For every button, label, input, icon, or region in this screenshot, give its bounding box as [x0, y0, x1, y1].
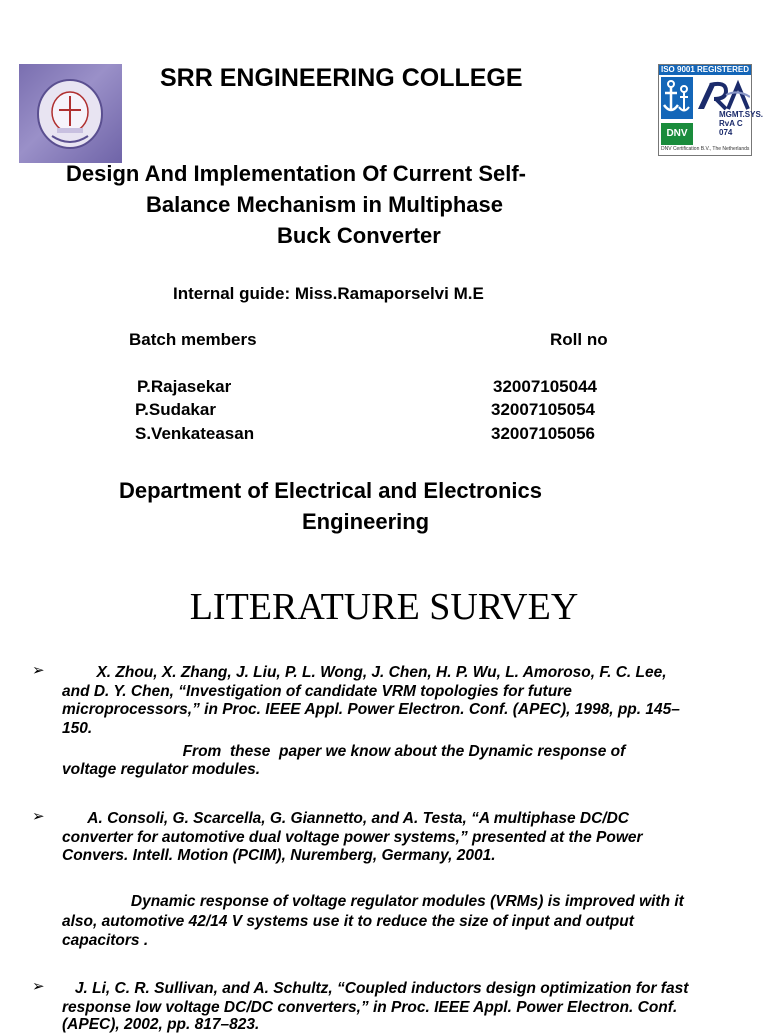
member-roll-no: 32007105056 — [491, 424, 596, 443]
reference-3-line-3: (APEC), 2002, pp. 817–823. — [62, 1016, 260, 1033]
iso-registered-label: ISO 9001 REGISTERED — [660, 65, 750, 74]
project-title-line-2: Balance Mechanism in Multiphase — [146, 192, 503, 217]
reference-1-line-1: X. Zhou, X. Zhang, J. Liu, P. L. Wong, J. Chen, H. P. Wu, L. Amoroso, F. C. Lee, — [62, 664, 667, 681]
roll-no-header: Roll no — [550, 330, 608, 349]
reference-2-line-3: Convers. Intell. Motion (PCIM), Nuremberg, Germany, 2001. — [62, 847, 496, 864]
member-name: S.Venkateasan — [135, 424, 255, 443]
reference-3-line-2: response low voltage DC/DC converters,” in Proc. IEEE Appl. Power Electron. Conf. — [62, 999, 678, 1016]
rva-mark-icon — [696, 79, 750, 111]
reference-1-line-4: 150. — [62, 720, 93, 737]
reference-2-note-line-3: capacitors . — [62, 932, 149, 949]
project-title-line-3: Buck Converter — [277, 223, 441, 248]
member-name: P.Sudakar — [135, 400, 216, 419]
reference-2-note-line-1: Dynamic response of voltage regulator modules (VRMs) is improved with it — [62, 893, 684, 910]
college-logo — [19, 64, 122, 163]
project-title-line-1: Design And Implementation Of Current Self- — [66, 161, 526, 186]
bullet-arrow-icon: ➢ — [32, 808, 45, 825]
dnv-badge: DNV — [661, 123, 693, 145]
reference-1-note-line-2: voltage regulator modules. — [62, 761, 261, 778]
literature-survey-heading: LITERATURE SURVEY — [189, 586, 579, 628]
reference-1-line-3: microprocessors,” in Proc. IEEE Appl. Power Electron. Conf. (APEC), 1998, pp. 145– — [62, 701, 680, 718]
bullet-arrow-icon: ➢ — [32, 662, 45, 679]
bullet-arrow-icon: ➢ — [32, 978, 45, 995]
member-roll-no: 32007105044 — [493, 377, 598, 396]
college-emblem-icon — [19, 64, 122, 163]
reference-1-note-line-1: From these paper we know about the Dynamic response of — [62, 743, 626, 760]
reference-3-line-1: J. Li, C. R. Sullivan, and A. Schultz, “Coupled inductors design optimization for fast — [62, 980, 689, 997]
college-name: SRR ENGINEERING COLLEGE — [160, 64, 523, 92]
certification-note: DNV Certification B.V., The Netherlands — [661, 146, 750, 152]
member-name: P.Rajasekar — [137, 377, 232, 396]
rva-code-label: RvA C 074 — [719, 119, 743, 137]
anchor-icon — [661, 77, 693, 119]
department-line-1: Department of Electrical and Electronics — [119, 478, 543, 503]
internal-guide: Internal guide: Miss.Ramaporselvi M.E — [173, 284, 484, 303]
reference-2-line-1: A. Consoli, G. Scarcella, G. Giannetto, and A. Testa, “A multiphase DC/DC — [62, 810, 629, 827]
department-line-2: Engineering — [302, 509, 430, 534]
batch-members-header: Batch members — [129, 330, 257, 349]
reference-2-note-line-2: also, automotive 42/14 V systems use it to reduce the size of input and output — [62, 913, 634, 930]
member-roll-no: 32007105054 — [491, 400, 596, 419]
reference-1-line-2: and D. Y. Chen, “Investigation of candidate VRM topologies for future — [62, 683, 572, 700]
mgmt-sys-label: MGMT.SYS. — [719, 110, 764, 119]
reference-2-line-2: converter for automotive dual voltage power systems,” presented at the Power — [62, 829, 643, 846]
iso-certification-logo — [658, 64, 764, 156]
